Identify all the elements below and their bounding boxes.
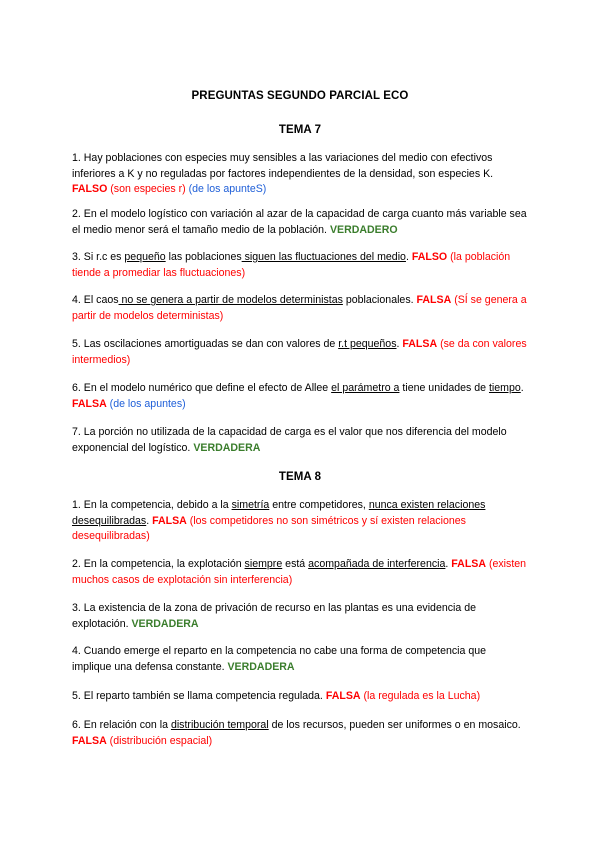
- underlined-text: pequeño: [124, 251, 166, 263]
- question-text: .: [405, 251, 412, 263]
- underlined-text: distribución temporal: [170, 719, 269, 731]
- underlined-text: nunca existen relaciones desequilibradas: [72, 499, 486, 527]
- question-text: .: [396, 338, 403, 350]
- correction-note: (los competidores no son simétricos y sí existen relaciones desequilibradas): [72, 514, 466, 542]
- correction-note: (existen muchos casos de explotación sin interferencia): [72, 558, 527, 586]
- question-text: está: [282, 558, 309, 570]
- tema8-question-6: [72, 718, 528, 749]
- verdict-true: VERDADERA: [227, 660, 295, 673]
- verdict-false: FALSA: [72, 734, 107, 747]
- question-text: 3. Si r.c es: [72, 251, 125, 263]
- verdict-false: FALSA: [325, 690, 361, 702]
- correction-note: (SÍ se genera a partir de modelos deterministas): [72, 294, 527, 322]
- verdict-true: VERDADERA: [131, 617, 199, 630]
- correction-note: (la población tiende a promediar las fluctuaciones): [72, 251, 511, 279]
- tema8-question-5: [72, 689, 528, 705]
- question-text: de los recursos, pueden ser uniformes o en mosaico.: [268, 719, 521, 731]
- question-text: poblacionales.: [342, 294, 417, 306]
- tema7-question-1: [72, 151, 528, 198]
- verdict-true: VERDADERO: [329, 223, 398, 236]
- tema8-question-2: [72, 557, 528, 588]
- source-note: (de los apunteS): [185, 183, 267, 195]
- correction-note: (se da con valores intermedios): [72, 338, 527, 366]
- question-text: 6. En el modelo numérico que define el efecto de Allee: [72, 382, 332, 394]
- verdict-false: FALSA: [152, 514, 187, 527]
- tema7-question-5: [72, 337, 528, 368]
- question-text: 2. En el modelo logístico con variación al azar de la capacidad de carga cuanto más variable sea el medio menor será el tamaño medio de la población.: [72, 208, 527, 236]
- correction-note: (son especies r): [107, 183, 186, 195]
- underlined-text: acompañada de interferencia: [308, 558, 446, 570]
- tema8-question-4: [72, 644, 528, 675]
- tema7-question-3: [72, 250, 528, 281]
- tema7-question-4: [72, 293, 528, 324]
- tema8-question-1: [72, 498, 528, 545]
- verdict-true: VERDADERA: [193, 441, 261, 454]
- verdict-false: FALSA: [72, 397, 107, 410]
- question-text: 4. El caos: [72, 294, 119, 306]
- question-text: 5. El reparto también se llama competencia regulada.: [72, 690, 326, 702]
- question-text: 2. En la competencia, la explotación: [72, 558, 245, 570]
- verdict-false: FALSA: [451, 558, 487, 570]
- tema7-question-6: [72, 381, 528, 412]
- question-text: 6. En relación con la: [72, 719, 171, 731]
- question-text: 1. En la competencia, debido a la: [72, 499, 232, 511]
- question-text: 5. Las oscilaciones amortiguadas se dan con valores de: [72, 338, 339, 350]
- verdict-false: FALSA: [402, 338, 438, 350]
- question-text: entre competidores,: [269, 499, 369, 511]
- verdict-false: FALSA: [416, 294, 452, 306]
- underlined-text: tiempo: [488, 382, 521, 394]
- question-text: 4. Cuando emerge el reparto en la competencia no cabe una forma de competencia que implique una defensa constante.: [72, 645, 487, 673]
- tema8-question-3: [72, 601, 528, 632]
- question-text: 7. La porción no utilizada de la capacidad de carga es el valor que nos diferencia del modelo exponencial del logístico.: [72, 426, 507, 454]
- underlined-text: siguen las fluctuaciones del medio: [241, 251, 406, 263]
- underlined-text: simetría: [231, 499, 270, 511]
- verdict-false: FALSO: [72, 183, 108, 195]
- underlined-text: el parámetro a: [331, 382, 400, 394]
- tema7-question-2: [72, 207, 528, 238]
- tema7-heading: TEMA 7: [278, 124, 322, 136]
- underlined-text: r.t pequeños: [338, 338, 397, 350]
- tema8-heading: TEMA 8: [278, 471, 322, 483]
- question-text: .: [445, 558, 452, 570]
- underlined-text: no se genera a partir de modelos deterministas: [118, 294, 343, 306]
- question-text: .: [146, 514, 153, 527]
- source-note: (de los apuntes): [106, 397, 186, 410]
- document-title: PREGUNTAS SEGUNDO PARCIAL ECO: [191, 90, 409, 102]
- correction-note: (la regulada es la Lucha): [360, 690, 481, 702]
- tema7-question-7: [72, 425, 528, 456]
- question-text: 1. Hay poblaciones con especies muy sensibles a las variaciones del medio con efectivos inferiores a K y no reguladas por factores independientes de la densidad, son especies K.: [72, 152, 494, 180]
- underlined-text: siempre: [244, 558, 283, 570]
- question-text: las poblaciones: [165, 251, 242, 263]
- question-text: .: [520, 382, 524, 394]
- question-text: 3. La existencia de la zona de privación de recurso en las plantas es una evidencia de explotación.: [72, 602, 477, 630]
- verdict-false: FALSO: [411, 251, 448, 263]
- correction-note: (distribución espacial): [106, 734, 213, 747]
- question-text: tiene unidades de: [399, 382, 489, 394]
